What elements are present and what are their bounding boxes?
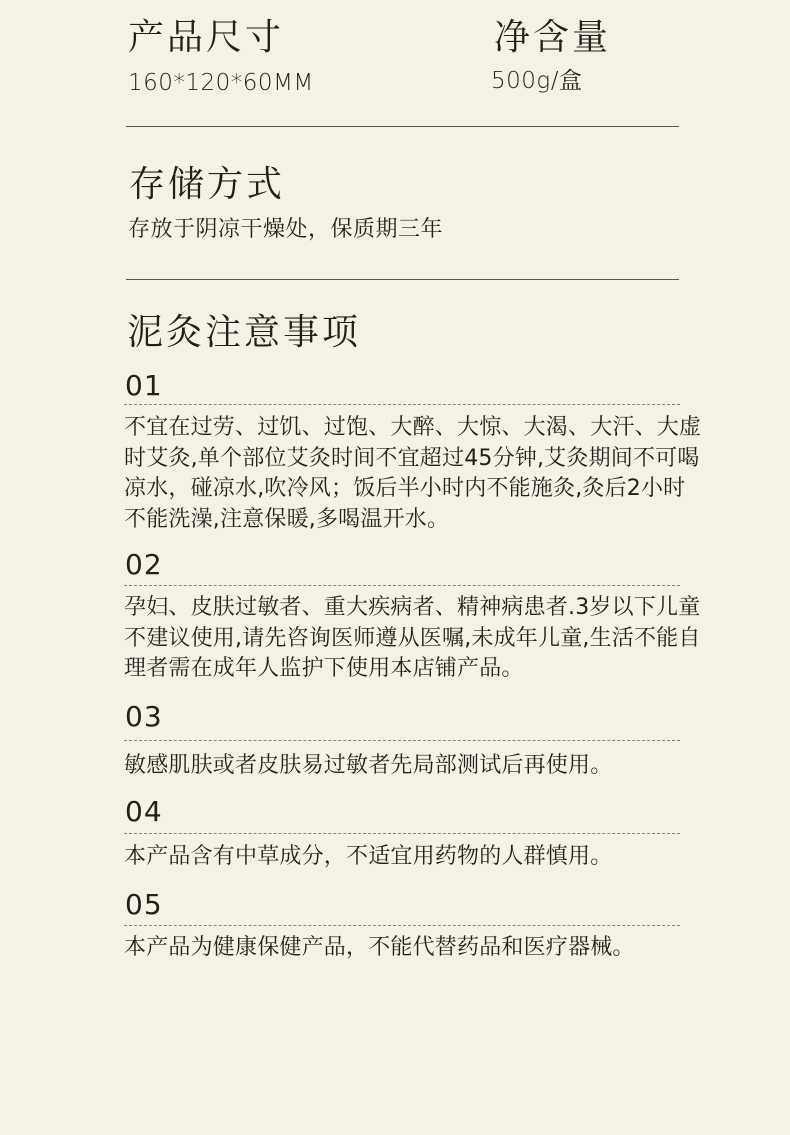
note-text: 孕妇、皮肤过敏者、重大疾病者、精神病患者.3岁以下儿童不建议使用,请先咨询医师遵从医嘱,未成年儿童,生活不能自理者需在成年人监护下使用本店铺产品。 xyxy=(124,595,701,681)
divider xyxy=(126,279,679,280)
size-value: 160*120*60MM xyxy=(128,70,314,96)
storage-value: 存放于阴凉干燥处，保质期三年 xyxy=(128,217,444,242)
note-number: 01 xyxy=(125,369,163,402)
notes-title: 泥灸注意事项 xyxy=(127,312,362,353)
note-number: 03 xyxy=(125,700,163,733)
net-weight-title: 净含量 xyxy=(494,17,612,58)
storage-title: 存储方式 xyxy=(129,164,286,205)
note-number: 04 xyxy=(125,795,163,828)
note-text: 本产品含有中草成分，不适宜用药物的人群慎用。 xyxy=(124,844,613,869)
divider xyxy=(126,126,679,127)
dashed-divider xyxy=(124,833,680,834)
note-text: 敏感肌肤或者皮肤易过敏者先局部测试后再使用。 xyxy=(124,753,613,778)
note-number: 02 xyxy=(125,548,163,581)
dashed-divider xyxy=(124,585,680,586)
dashed-divider xyxy=(124,740,680,741)
dashed-divider xyxy=(124,404,680,405)
size-title: 产品尺寸 xyxy=(128,17,285,58)
note-text: 本产品为健康保健产品，不能代替药品和医疗器械。 xyxy=(124,935,635,960)
net-weight-value: 500g/盒 xyxy=(491,68,583,94)
note-text: 不宜在过劳、过饥、过饱、大醉、大惊、大渴、大汗、大虚时艾灸,单个部位艾灸时间不宜超过45分钟,艾灸期间不可喝凉水，碰凉水,吹冷风；饭后半小时内不能施灸,灸后2小时不能洗澡,注意保暖,多喝温开水。 xyxy=(124,415,702,532)
dashed-divider xyxy=(124,925,680,926)
note-number: 05 xyxy=(125,888,163,921)
